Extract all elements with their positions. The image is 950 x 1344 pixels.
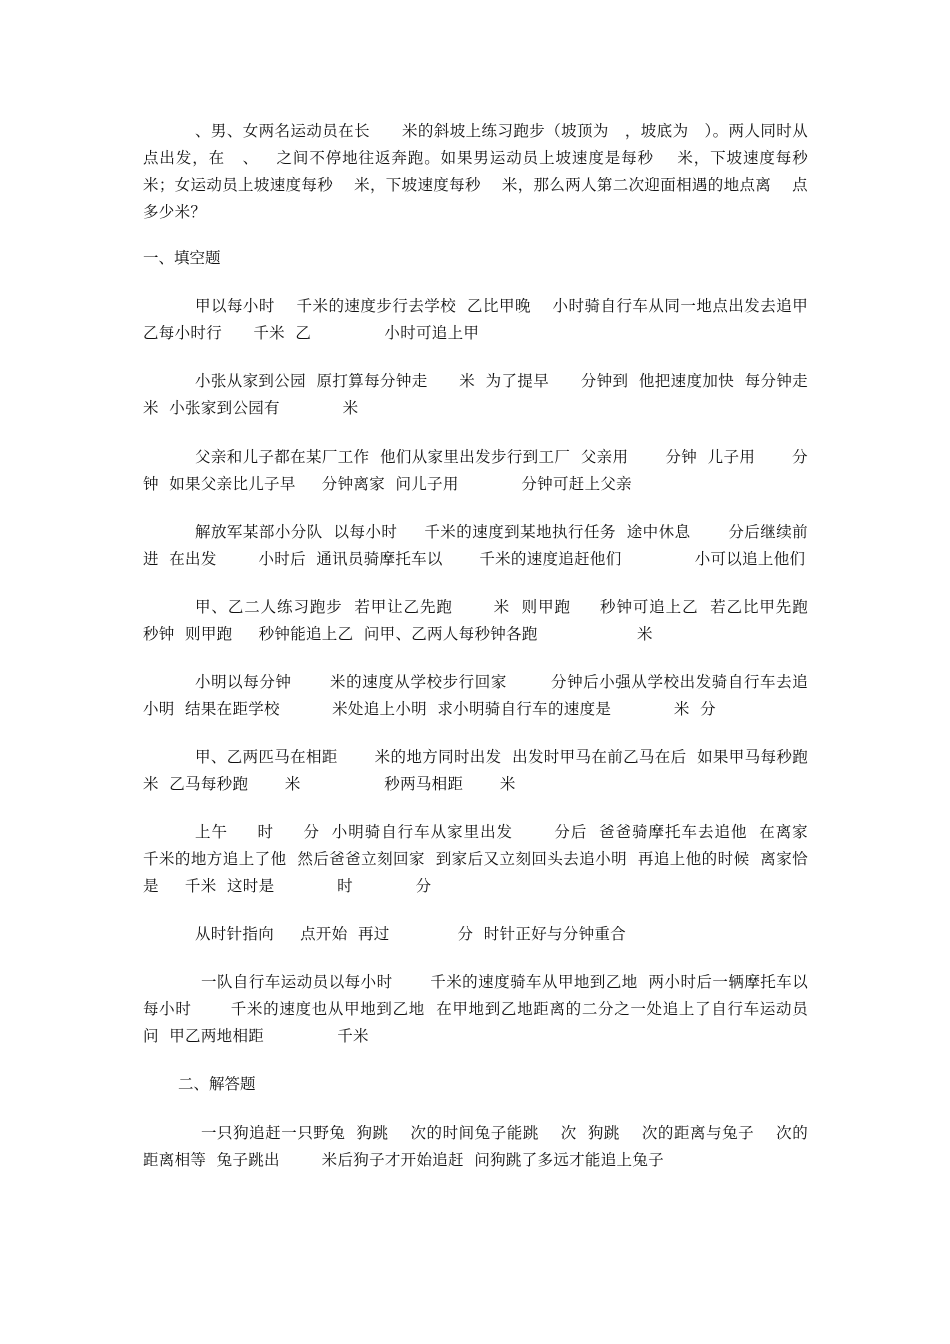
section-heading-answer: 二、解答题: [178, 1075, 256, 1093]
fill-blank-question-1: 甲以每小时 千米的速度步行去学校 乙比甲晚 小时骑自行车从同一地点出发去追甲 乙每小时行 千米 乙 小时可追上甲: [143, 297, 819, 342]
section-heading-fill-blank: 一、填空题: [143, 249, 221, 267]
fill-blank-question-10: 一队自行车运动员以每小时 千米的速度骑车从甲地到乙地 两小时后一辆摩托车以每小时 千米的速度也从甲地到乙地 在甲地到乙地距离的二分之一处追上了自行车运动员 问 甲乙两地相距 千米: [143, 973, 819, 1045]
fill-blank-question-5: 甲、乙二人练习跑步 若甲让乙先跑 米 则甲跑 秒钟可追上乙 若乙比甲先跑 秒钟 则甲跑 秒钟能追上乙 问甲、乙两人每秒钟各跑 米: [143, 598, 835, 643]
fill-blank-question-4: 解放军某部小分队 以每小时 千米的速度到某地执行任务 途中休息 分后继续前进 在出发 小时后 通讯员骑摩托车以 千米的速度追赶他们 小可以追上他们: [143, 523, 808, 568]
answer-question-1: 一只狗追赶一只野兔 狗跳 次的时间兔子能跳 次 狗跳 次的距离与兔子 次的距离相等 兔子跳出 米后狗子才开始追赶 问狗跳了多远才能追上兔子: [143, 1124, 808, 1169]
fill-blank-question-8: 上午 时 分 小明骑自行车从家里出发 分后 爸爸骑摩托车去追他 在离家 千米的地方追上了他 然后爸爸立刻回家 到家后又立刻回头去追小明 再追上他的时候 离家恰是 千米 这时是 时 分: [143, 823, 835, 895]
fill-blank-question-2: 小张从家到公园 原打算每分钟走 米 为了提早 分钟到 他把速度加快 每分钟走 米 小张家到公园有 米: [143, 372, 835, 417]
fill-blank-question-7: 甲、乙两匹马在相距 米的地方同时出发 出发时甲马在前乙马在后 如果甲马每秒跑 米 乙马每秒跑 米 秒两马相距 米: [143, 748, 845, 793]
fill-blank-question-6: 小明以每分钟 米的速度从学校步行回家 分钟后小强从学校出发骑自行车去追小明 结果在距学校 米处追上小明 求小明骑自行车的速度是 米 分: [143, 673, 808, 718]
fill-blank-question-9: 从时针指向 点开始 再过 分 时针正好与分钟重合: [195, 925, 626, 943]
fill-blank-question-3: 父亲和儿子都在某厂工作 他们从家里出发步行到工厂 父亲用 分钟 儿子用 分钟 如果父亲比儿子早 分钟离家 问儿子用 分钟可赶上父亲: [143, 448, 808, 493]
intro-problem: 、男、女两名运动员在长 米的斜坡上练习跑步（坡顶为 ，坡底为 ）。两人同时从 点出发，在 、 之间不停地往返奔跑。如果男运动员上坡速度是每秒 米，下坡速度每秒 米；女运动员上坡速度每秒 米，下坡速度每秒 米，那么两人第二次迎面相遇的地点离 点多少米？: [143, 122, 829, 221]
